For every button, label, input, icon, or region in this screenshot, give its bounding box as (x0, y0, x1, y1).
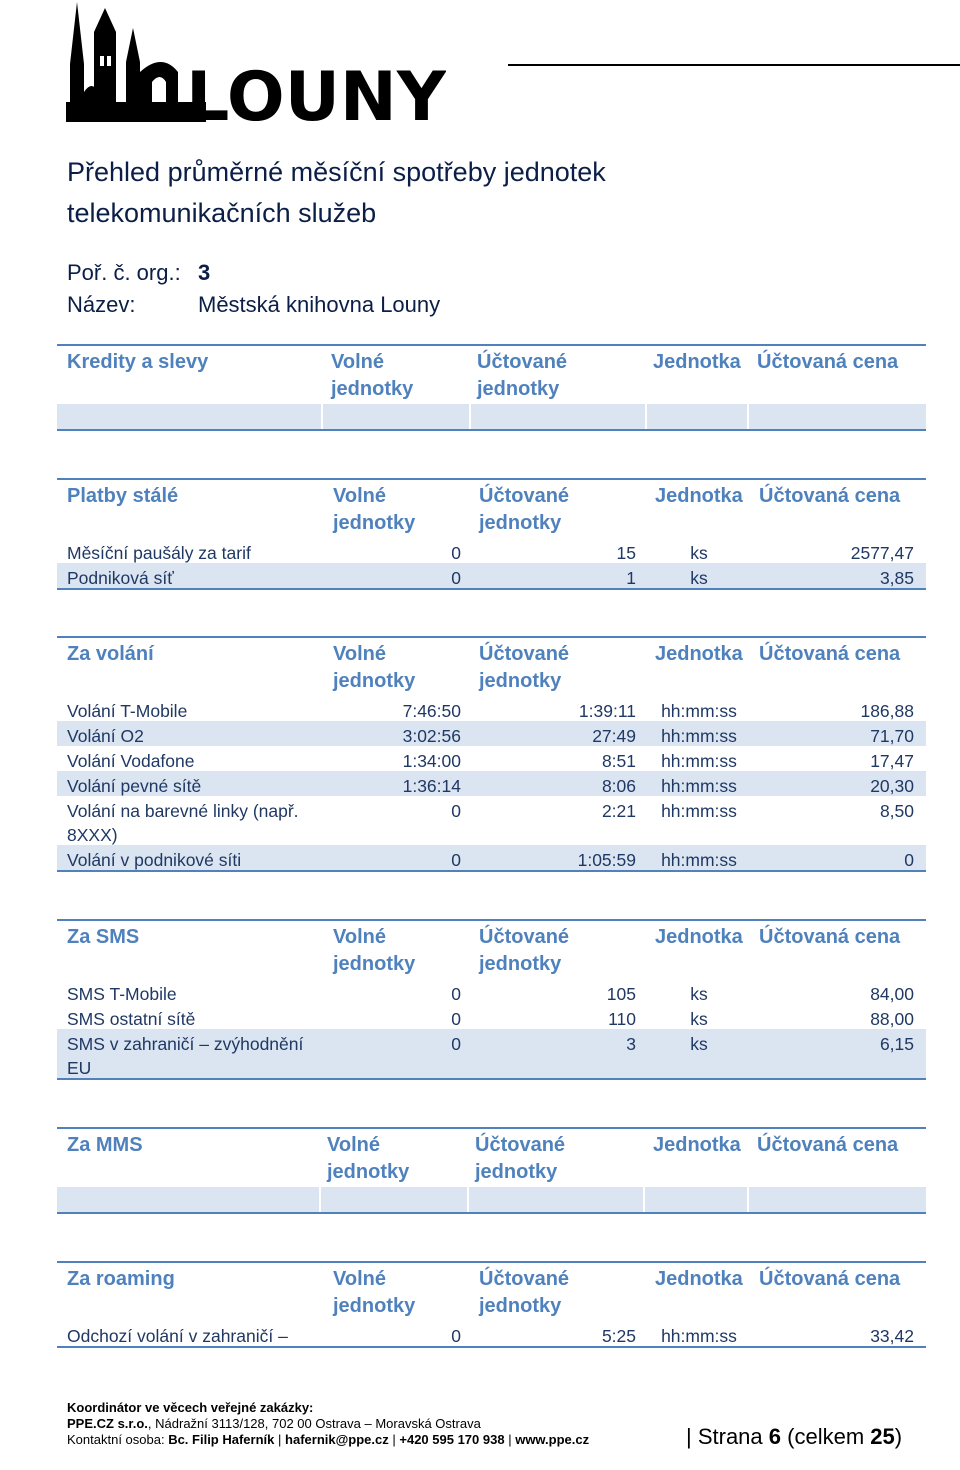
header-free: Volné jednotky (333, 485, 416, 534)
footer-address: , Nádražní 3113/128, 702 00 Ostrava – Moravská Ostrava (147, 1416, 481, 1431)
table-row (57, 796, 926, 845)
row-free: 0 (451, 801, 461, 821)
footer-contact-name: Bc. Filip Haferník (168, 1432, 275, 1447)
row-free: 0 (451, 1009, 461, 1029)
footer-email[interactable]: hafernik@ppe.cz (285, 1432, 389, 1447)
table-header (57, 1127, 926, 1187)
empty-row (57, 404, 926, 431)
footer-phone: +420 595 170 938 (399, 1432, 505, 1447)
footer-contact-label: Kontaktní osoba: (67, 1432, 169, 1447)
row-free: 1:34:00 (402, 751, 461, 771)
row-price: 8,50 (879, 801, 914, 821)
row-unit: hh:mm:ss (661, 701, 737, 721)
footer-contact-line (67, 1432, 589, 1448)
row-name: Měsíční paušály za tarif (67, 543, 251, 563)
table-header (57, 478, 926, 538)
pager-bar: | (686, 1424, 698, 1449)
header-price: Účtovaná cena (759, 926, 901, 948)
row-name: SMS v zahraničí – zvýhodnění EU (67, 1034, 304, 1078)
pager-total: 25 (870, 1424, 895, 1449)
table-row (57, 1029, 926, 1080)
separator: | (392, 1432, 396, 1447)
row-unit: ks (690, 1009, 708, 1029)
row-name: SMS ostatní sítě (67, 1009, 196, 1029)
row-price: 0 (904, 850, 914, 870)
row-billed: 1 (626, 568, 636, 588)
row-name: Volání Vodafone (67, 751, 195, 771)
row-price: 88,00 (870, 1009, 914, 1029)
table-sms (57, 919, 926, 1080)
row-billed: 27:49 (592, 726, 636, 746)
table-row (57, 563, 926, 590)
footer-company: PPE.CZ s.r.o. (67, 1416, 148, 1431)
row-name: Volání O2 (67, 726, 144, 746)
page-number (686, 1424, 902, 1450)
header-unit: Jednotka (653, 1134, 741, 1156)
header-unit: Jednotka (655, 1268, 743, 1290)
header-free: Volné jednotky (331, 351, 414, 400)
row-name: SMS T-Mobile (67, 984, 177, 1004)
table-row (57, 1004, 926, 1029)
row-unit: hh:mm:ss (661, 726, 737, 746)
header-free: Volné jednotky (333, 643, 416, 692)
row-billed: 8:06 (601, 776, 636, 796)
row-free: 0 (451, 568, 461, 588)
header-billed: Účtované jednotky (479, 643, 570, 692)
row-name: Volání v podnikové síti (67, 850, 242, 870)
row-free: 0 (451, 1326, 461, 1346)
row-billed: 15 (616, 543, 636, 563)
row-name: Podniková síť (67, 568, 174, 588)
row-unit: hh:mm:ss (661, 801, 737, 821)
header-unit: Jednotka (653, 351, 741, 373)
row-unit: ks (690, 1034, 708, 1054)
row-billed: 2:21 (601, 801, 636, 821)
table-row (57, 979, 926, 1004)
row-billed: 3 (626, 1034, 636, 1054)
header-unit: Jednotka (655, 926, 743, 948)
row-unit: ks (690, 568, 708, 588)
empty-row (57, 1187, 926, 1214)
pager-middle: (celkem (781, 1424, 871, 1449)
row-price: 84,00 (870, 984, 914, 1004)
row-unit: ks (690, 984, 708, 1004)
table-roaming (57, 1261, 926, 1348)
row-price: 186,88 (860, 701, 914, 721)
section-title: Za roaming (67, 1268, 175, 1290)
section-title: Platby stálé (67, 485, 179, 507)
header-free: Volné jednotky (327, 1134, 410, 1183)
header-free: Volné jednotky (333, 1268, 416, 1317)
row-price: 20,30 (870, 776, 914, 796)
row-free: 0 (451, 984, 461, 1004)
footer-address-line (67, 1416, 589, 1432)
table-row (57, 1321, 926, 1348)
row-price: 3,85 (879, 568, 914, 588)
header-price: Účtovaná cena (757, 351, 899, 373)
row-name: Volání pevné sítě (67, 776, 202, 796)
org-name-row (67, 292, 440, 318)
pager-page: 6 (768, 1424, 782, 1449)
table-header (57, 344, 926, 404)
row-free: 0 (451, 543, 461, 563)
section-title: Za SMS (67, 926, 140, 948)
footer-web[interactable]: www.ppe.cz (515, 1432, 590, 1447)
row-unit: hh:mm:ss (661, 1326, 737, 1346)
section-title: Za MMS (67, 1134, 143, 1156)
table-row (57, 845, 926, 872)
row-billed: 1:05:59 (577, 850, 636, 870)
page-title (67, 152, 827, 234)
separator: | (508, 1432, 512, 1447)
header-billed: Účtované jednotky (479, 485, 570, 534)
table-credits (57, 344, 926, 431)
header-unit: Jednotka (655, 643, 743, 665)
table-row (57, 721, 926, 746)
row-price: 6,15 (879, 1034, 914, 1054)
row-free: 3:02:56 (402, 726, 461, 746)
header-price: Účtovaná cena (759, 485, 901, 507)
org-name-value: Městská knihovna Louny (198, 292, 441, 317)
row-name: Volání T-Mobile (67, 701, 188, 721)
header-billed: Účtované jednotky (479, 1268, 570, 1317)
org-number-row (67, 260, 210, 286)
row-unit: ks (690, 543, 708, 563)
table-calls (57, 636, 926, 872)
header-free: Volné jednotky (333, 926, 416, 975)
table-row (57, 696, 926, 721)
row-free: 0 (451, 1034, 461, 1054)
row-unit: hh:mm:ss (661, 751, 737, 771)
header-price: Účtovaná cena (759, 643, 901, 665)
row-billed: 5:25 (601, 1326, 636, 1346)
pager-suffix: ) (894, 1424, 903, 1449)
section-title: Za volání (67, 643, 154, 665)
row-free: 7:46:50 (402, 701, 461, 721)
row-unit: hh:mm:ss (661, 850, 737, 870)
footer (67, 1400, 589, 1448)
row-price: 2577,47 (850, 543, 914, 563)
table-header (57, 636, 926, 696)
table-row (57, 771, 926, 796)
table-row (57, 538, 926, 563)
louny-logo (66, 2, 446, 128)
section-title: Kredity a slevy (67, 351, 209, 373)
row-free: 0 (451, 850, 461, 870)
row-billed: 105 (606, 984, 636, 1004)
row-unit: hh:mm:ss (661, 776, 737, 796)
table-mms (57, 1127, 926, 1214)
row-name: Odchozí volání v zahraničí – (67, 1326, 288, 1346)
row-price: 71,70 (870, 726, 914, 746)
table-header (57, 919, 926, 979)
title-line-2: telekomunikačních služeb (67, 198, 377, 228)
table-fixed-payments (57, 478, 926, 590)
row-billed: 8:51 (601, 751, 636, 771)
org-name-label: Název: (67, 292, 136, 317)
org-number-label: Poř. č. org.: (67, 260, 181, 285)
row-billed: 110 (608, 1009, 636, 1029)
table-row (57, 746, 926, 771)
header-unit: Jednotka (655, 485, 743, 507)
separator: | (278, 1432, 282, 1447)
row-price: 17,47 (870, 751, 914, 771)
footer-heading: Koordinátor ve věcech veřejné zakázky: (67, 1400, 314, 1415)
header-price: Účtovaná cena (759, 1268, 901, 1290)
header-billed: Účtované jednotky (475, 1134, 566, 1183)
logo-text: LOUNY (186, 58, 446, 128)
header-billed: Účtované jednotky (477, 351, 568, 400)
row-price: 33,42 (870, 1326, 914, 1346)
row-free: 1:36:14 (402, 776, 461, 796)
org-number-value: 3 (198, 260, 211, 285)
header-price: Účtovaná cena (757, 1134, 899, 1156)
header-rule (508, 64, 960, 66)
row-billed: 1:39:11 (578, 701, 636, 721)
pager-prefix: Strana (697, 1424, 769, 1449)
row-name: Volání na barevné linky (např. 8XXX) (67, 801, 299, 845)
header-billed: Účtované jednotky (479, 926, 570, 975)
title-line-1: Přehled průměrné měsíční spotřeby jednotek (67, 157, 606, 187)
table-header (57, 1261, 926, 1321)
